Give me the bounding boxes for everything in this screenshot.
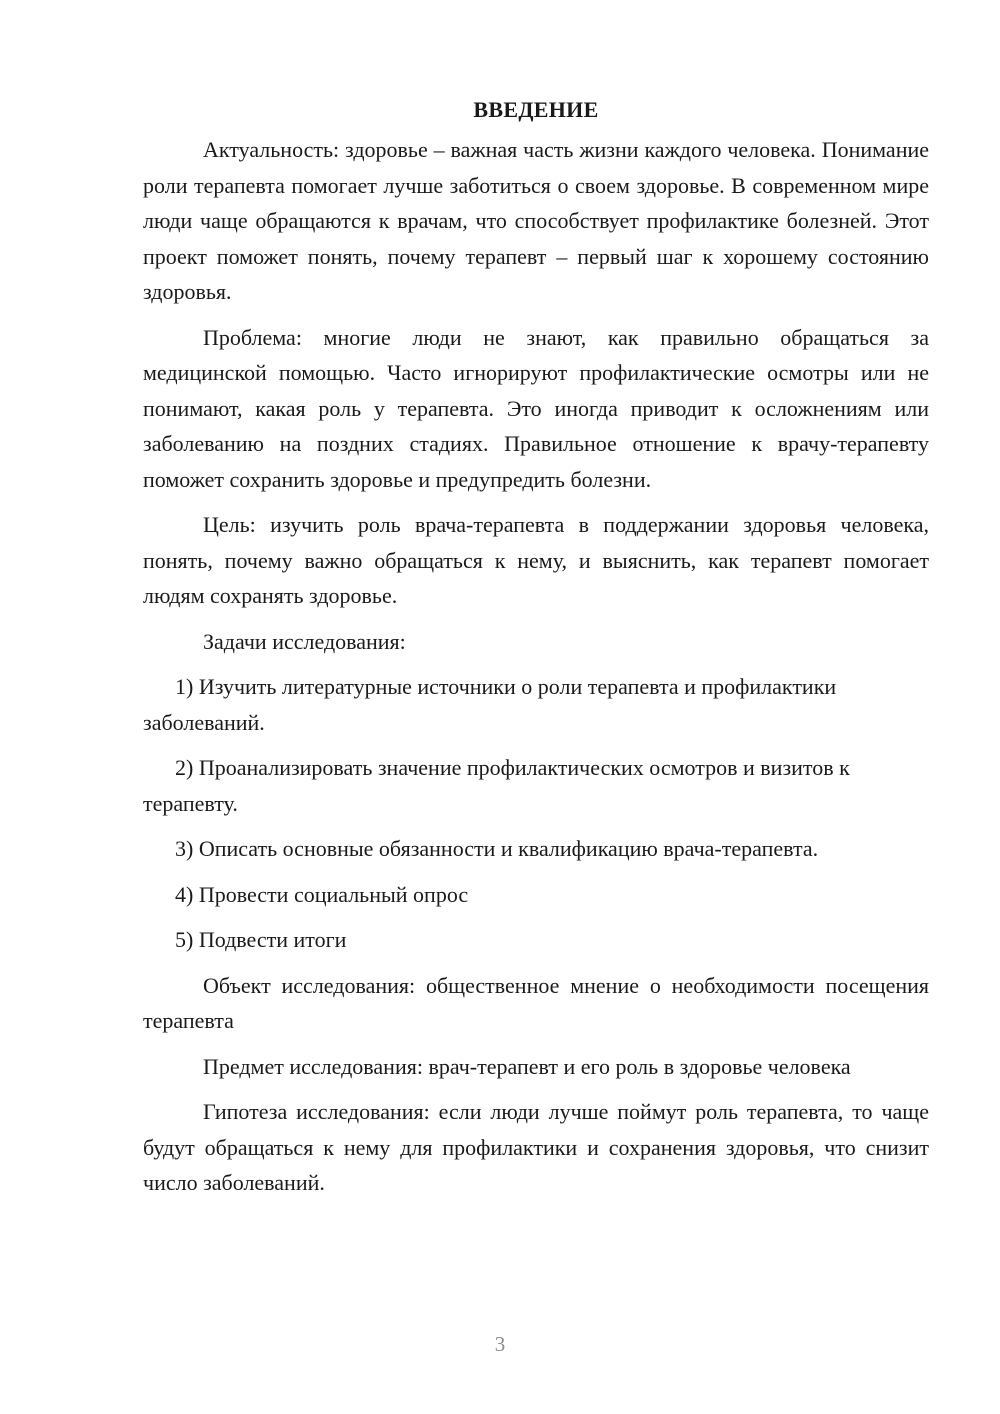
paragraph-problem: Проблема: многие люди не знают, как правильно обращаться за медицинской помощью. Часто игнорируют профилактические осмотры или не понимают, какая роль у терапевта. Это иногда приводит к осложнениям или заболеванию на поздних стадиях. Правильное отношение к врачу-терапевту поможет сохранить здоровье и предупредить болезни. xyxy=(143,324,929,492)
task-item-4: 4) Провести социальный опрос xyxy=(175,881,469,907)
document-page xyxy=(143,90,929,1211)
task-item-3: 3) Описать основные обязанности и квалификацию врача-терапевта. xyxy=(175,836,819,861)
task-item-5: 5) Подвести итоги xyxy=(175,927,347,952)
task-item-2: 2) Проанализировать значение профилактических осмотров и визитов к терапевту. xyxy=(143,755,850,816)
paragraph-goal: Цель: изучить роль врача-терапевта в поддержании здоровья человека, понять, почему важно обращаться к нему, и выяснить, как терапевт помогает людям сохранять здоровье. xyxy=(143,512,929,608)
page-number: 3 xyxy=(494,1332,506,1356)
paragraph-hypothesis: Гипотеза исследования: если люди лучше поймут роль терапевта, то чаще будут обращаться к нему для профилактики и сохранения здоровья, что снизит число заболеваний. xyxy=(143,1099,929,1195)
paragraph-object: Объект исследования: общественное мнение о необходимости посещения терапевта xyxy=(143,972,929,1033)
tasks-heading: Задачи исследования: xyxy=(203,628,406,654)
paragraph-relevance: Актуальность: здоровье – важная часть жизни каждого человека. Понимание роли терапевта помогает лучше заботиться о своем здоровье. В современном мире люди чаще обращаются к врачам, что способствует профилактике болезней. Этот проект поможет понять, почему терапевт – первый шаг к хорошему состоянию здоровья. xyxy=(143,137,929,304)
task-item-1: 1) Изучить литературные источники о роли терапевта и профилактики заболеваний. xyxy=(143,674,837,735)
paragraph-subject: Предмет исследования: врач-терапевт и его роль в здоровье человека xyxy=(203,1053,851,1079)
page-title: ВВЕДЕНИЕ xyxy=(473,97,599,122)
